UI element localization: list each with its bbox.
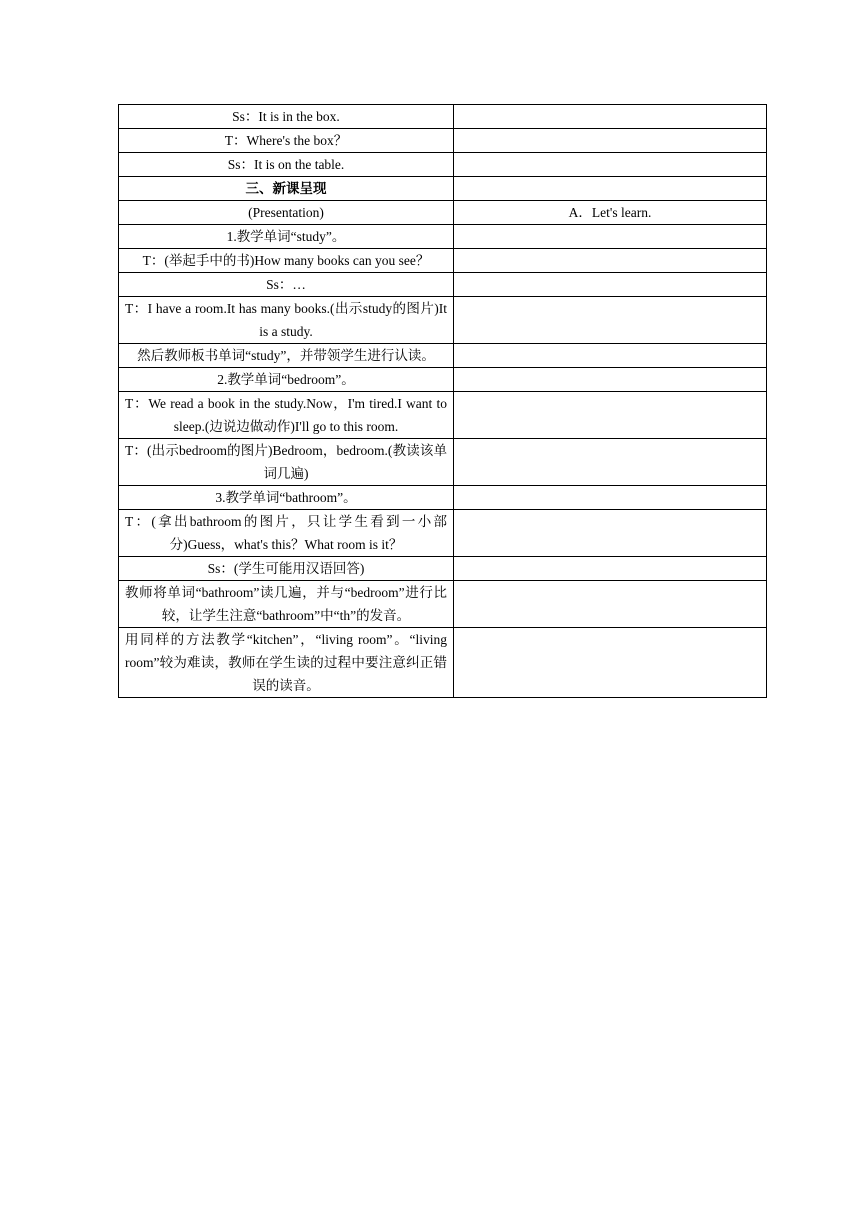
table-row xyxy=(119,273,767,297)
table-row xyxy=(119,392,767,439)
teaching-step-cell: Ss：(学生可能用汉语回答) xyxy=(119,557,454,581)
table-row xyxy=(119,368,767,392)
table-row xyxy=(119,486,767,510)
table-row xyxy=(119,201,767,225)
note-cell xyxy=(454,177,767,201)
note-cell xyxy=(454,344,767,368)
teaching-step-cell: T：Where's the box？ xyxy=(119,129,454,153)
teaching-step-cell: T：I have a room.It has many books.(出示study的图片)It is a study. xyxy=(119,297,454,344)
table-row xyxy=(119,439,767,486)
teaching-step-cell: T：(举起手中的书)How many books can you see？ xyxy=(119,249,454,273)
table-row xyxy=(119,249,767,273)
note-cell xyxy=(454,297,767,344)
teaching-step-cell: 然后教师板书单词“study”，并带领学生进行认读。 xyxy=(119,344,454,368)
table-row xyxy=(119,129,767,153)
teaching-step-cell: T：We read a book in the study.Now，I'm tired.I want to sleep.(边说边做动作)I'll go to this room. xyxy=(119,392,454,439)
table-row xyxy=(119,105,767,129)
table-row xyxy=(119,297,767,344)
note-cell xyxy=(454,105,767,129)
teaching-step-cell: Ss：It is on the table. xyxy=(119,153,454,177)
table-row xyxy=(119,153,767,177)
teaching-step-cell: 2.教学单词“bedroom”。 xyxy=(119,368,454,392)
note-cell xyxy=(454,153,767,177)
section-heading-cell: 三、新课呈现 xyxy=(119,177,454,201)
table-row xyxy=(119,557,767,581)
note-cell xyxy=(454,557,767,581)
teaching-step-cell: Ss：It is in the box. xyxy=(119,105,454,129)
note-cell xyxy=(454,392,767,439)
teaching-step-cell: 教师将单词“bathroom”读几遍，并与“bedroom”进行比较，让学生注意“bathroom”中“th”的发音。 xyxy=(119,581,454,628)
section-subheading-cell: (Presentation) xyxy=(119,201,454,225)
teaching-step-cell: Ss：… xyxy=(119,273,454,297)
table-row xyxy=(119,344,767,368)
lesson-plan-table xyxy=(118,104,767,698)
teaching-step-cell: 3.教学单词“bathroom”。 xyxy=(119,486,454,510)
note-cell xyxy=(454,225,767,249)
note-cell xyxy=(454,581,767,628)
table-row xyxy=(119,628,767,698)
table-row xyxy=(119,510,767,557)
table-row xyxy=(119,225,767,249)
teaching-step-cell: T：(出示bedroom的图片)Bedroom，bedroom.(教读该单词几遍) xyxy=(119,439,454,486)
note-cell xyxy=(454,628,767,698)
note-cell xyxy=(454,486,767,510)
table-row xyxy=(119,581,767,628)
note-cell xyxy=(454,129,767,153)
note-cell xyxy=(454,249,767,273)
teaching-step-cell: T：(拿出bathroom的图片，只让学生看到一小部分)Guess，what's this？What room is it？ xyxy=(119,510,454,557)
table-row xyxy=(119,177,767,201)
note-cell: A．Let's learn. xyxy=(454,201,767,225)
note-cell xyxy=(454,273,767,297)
teaching-step-cell: 1.教学单词“study”。 xyxy=(119,225,454,249)
note-cell xyxy=(454,510,767,557)
note-cell xyxy=(454,368,767,392)
teaching-step-cell: 用同样的方法教学“kitchen”，“living room”。“living room”较为难读，教师在学生读的过程中要注意纠正错误的读音。 xyxy=(119,628,454,698)
note-cell xyxy=(454,439,767,486)
